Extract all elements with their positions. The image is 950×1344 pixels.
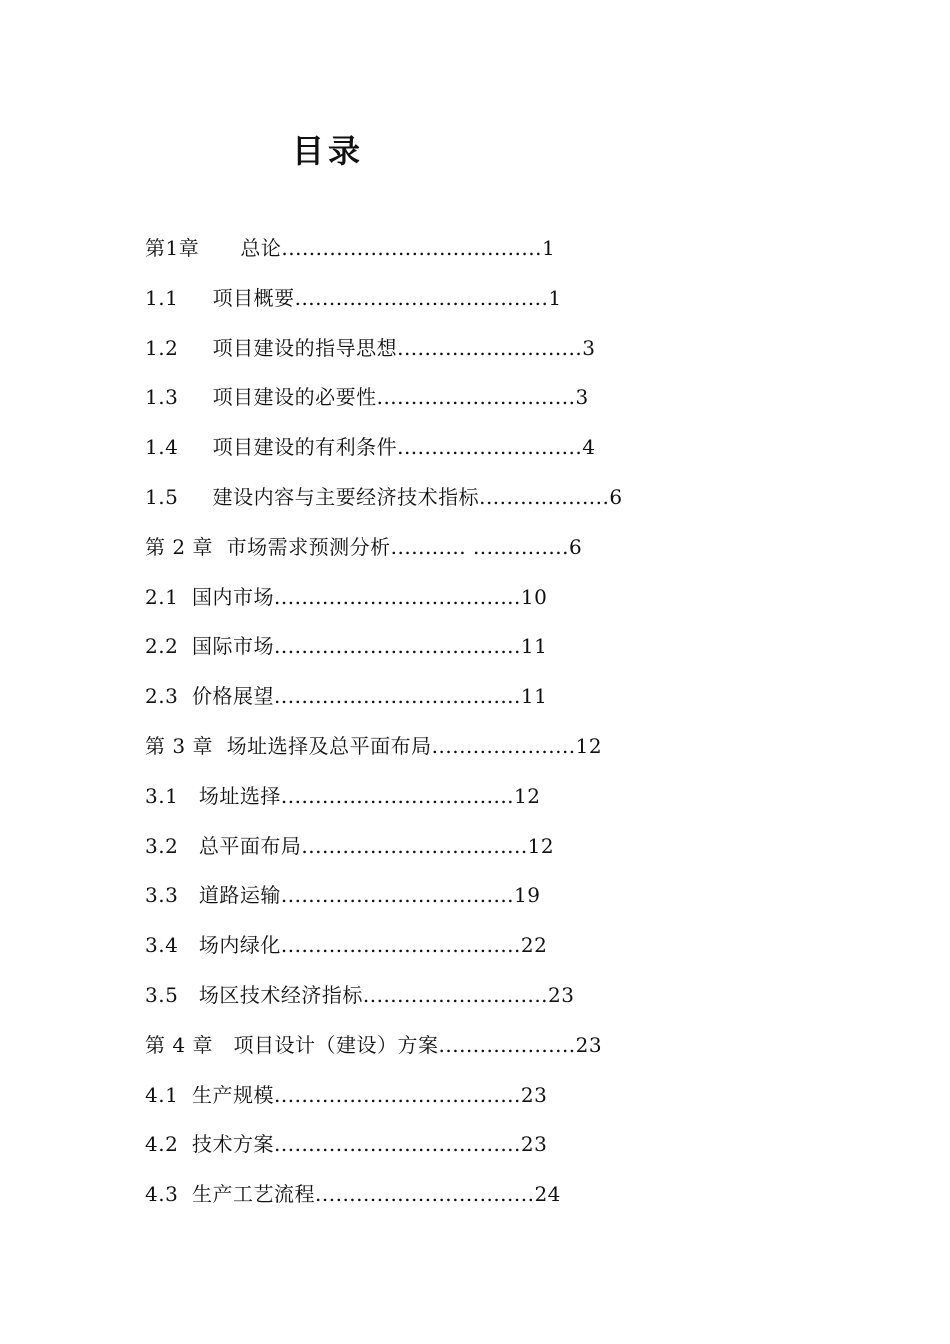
toc-entry-4-2[interactable]: 4.2 技术方案....................................23 — [145, 1132, 548, 1157]
toc-entry-2-1[interactable]: 2.1 国内市场....................................10 — [145, 584, 548, 609]
toc-entry-ch4[interactable]: 第 4 章 项目设计（建设）方案....................23 — [145, 1032, 603, 1057]
toc-entry-1-5[interactable]: 1.5 建设内容与主要经济技术指标...................6 — [145, 484, 623, 509]
toc-entry-3-2[interactable]: 3.2 总平面布局.................................12 — [145, 833, 555, 858]
toc-entry-ch1[interactable]: 第1章 总论......................................1 — [145, 236, 556, 260]
toc-entry-4-1[interactable]: 4.1 生产规模....................................23 — [145, 1082, 548, 1107]
toc-entry-ch3[interactable]: 第 3 章 场址选择及总平面布局.....................12 — [145, 733, 603, 758]
toc-entry-3-3[interactable]: 3.3 道路运输..................................19 — [145, 883, 541, 908]
toc-entry-2-2[interactable]: 2.2 国际市场....................................11 — [145, 634, 548, 659]
table-of-contents — [145, 232, 623, 1228]
toc-entry-ch2[interactable]: 第 2 章 市场需求预测分析........... ..............6 — [145, 534, 583, 559]
toc-entry-1-4[interactable]: 1.4 项目建设的有利条件...........................4 — [145, 435, 596, 460]
toc-entry-1-2[interactable]: 1.2 项目建设的指导思想...........................3 — [145, 335, 596, 360]
toc-entry-3-4[interactable]: 3.4 场内绿化...................................22 — [145, 933, 548, 958]
toc-entry-4-3[interactable]: 4.3 生产工艺流程................................24 — [145, 1182, 561, 1207]
toc-entry-3-5[interactable]: 3.5 场区技术经济指标...........................23 — [145, 982, 575, 1007]
toc-entry-2-3[interactable]: 2.3 价格展望....................................11 — [145, 684, 548, 709]
page-title: 目录 — [292, 132, 365, 170]
toc-entry-1-1[interactable]: 1.1 项目概要.....................................1 — [145, 285, 562, 310]
toc-entry-1-3[interactable]: 1.3 项目建设的必要性.............................3 — [145, 385, 589, 410]
toc-entry-3-1[interactable]: 3.1 场址选择..................................12 — [145, 783, 541, 808]
